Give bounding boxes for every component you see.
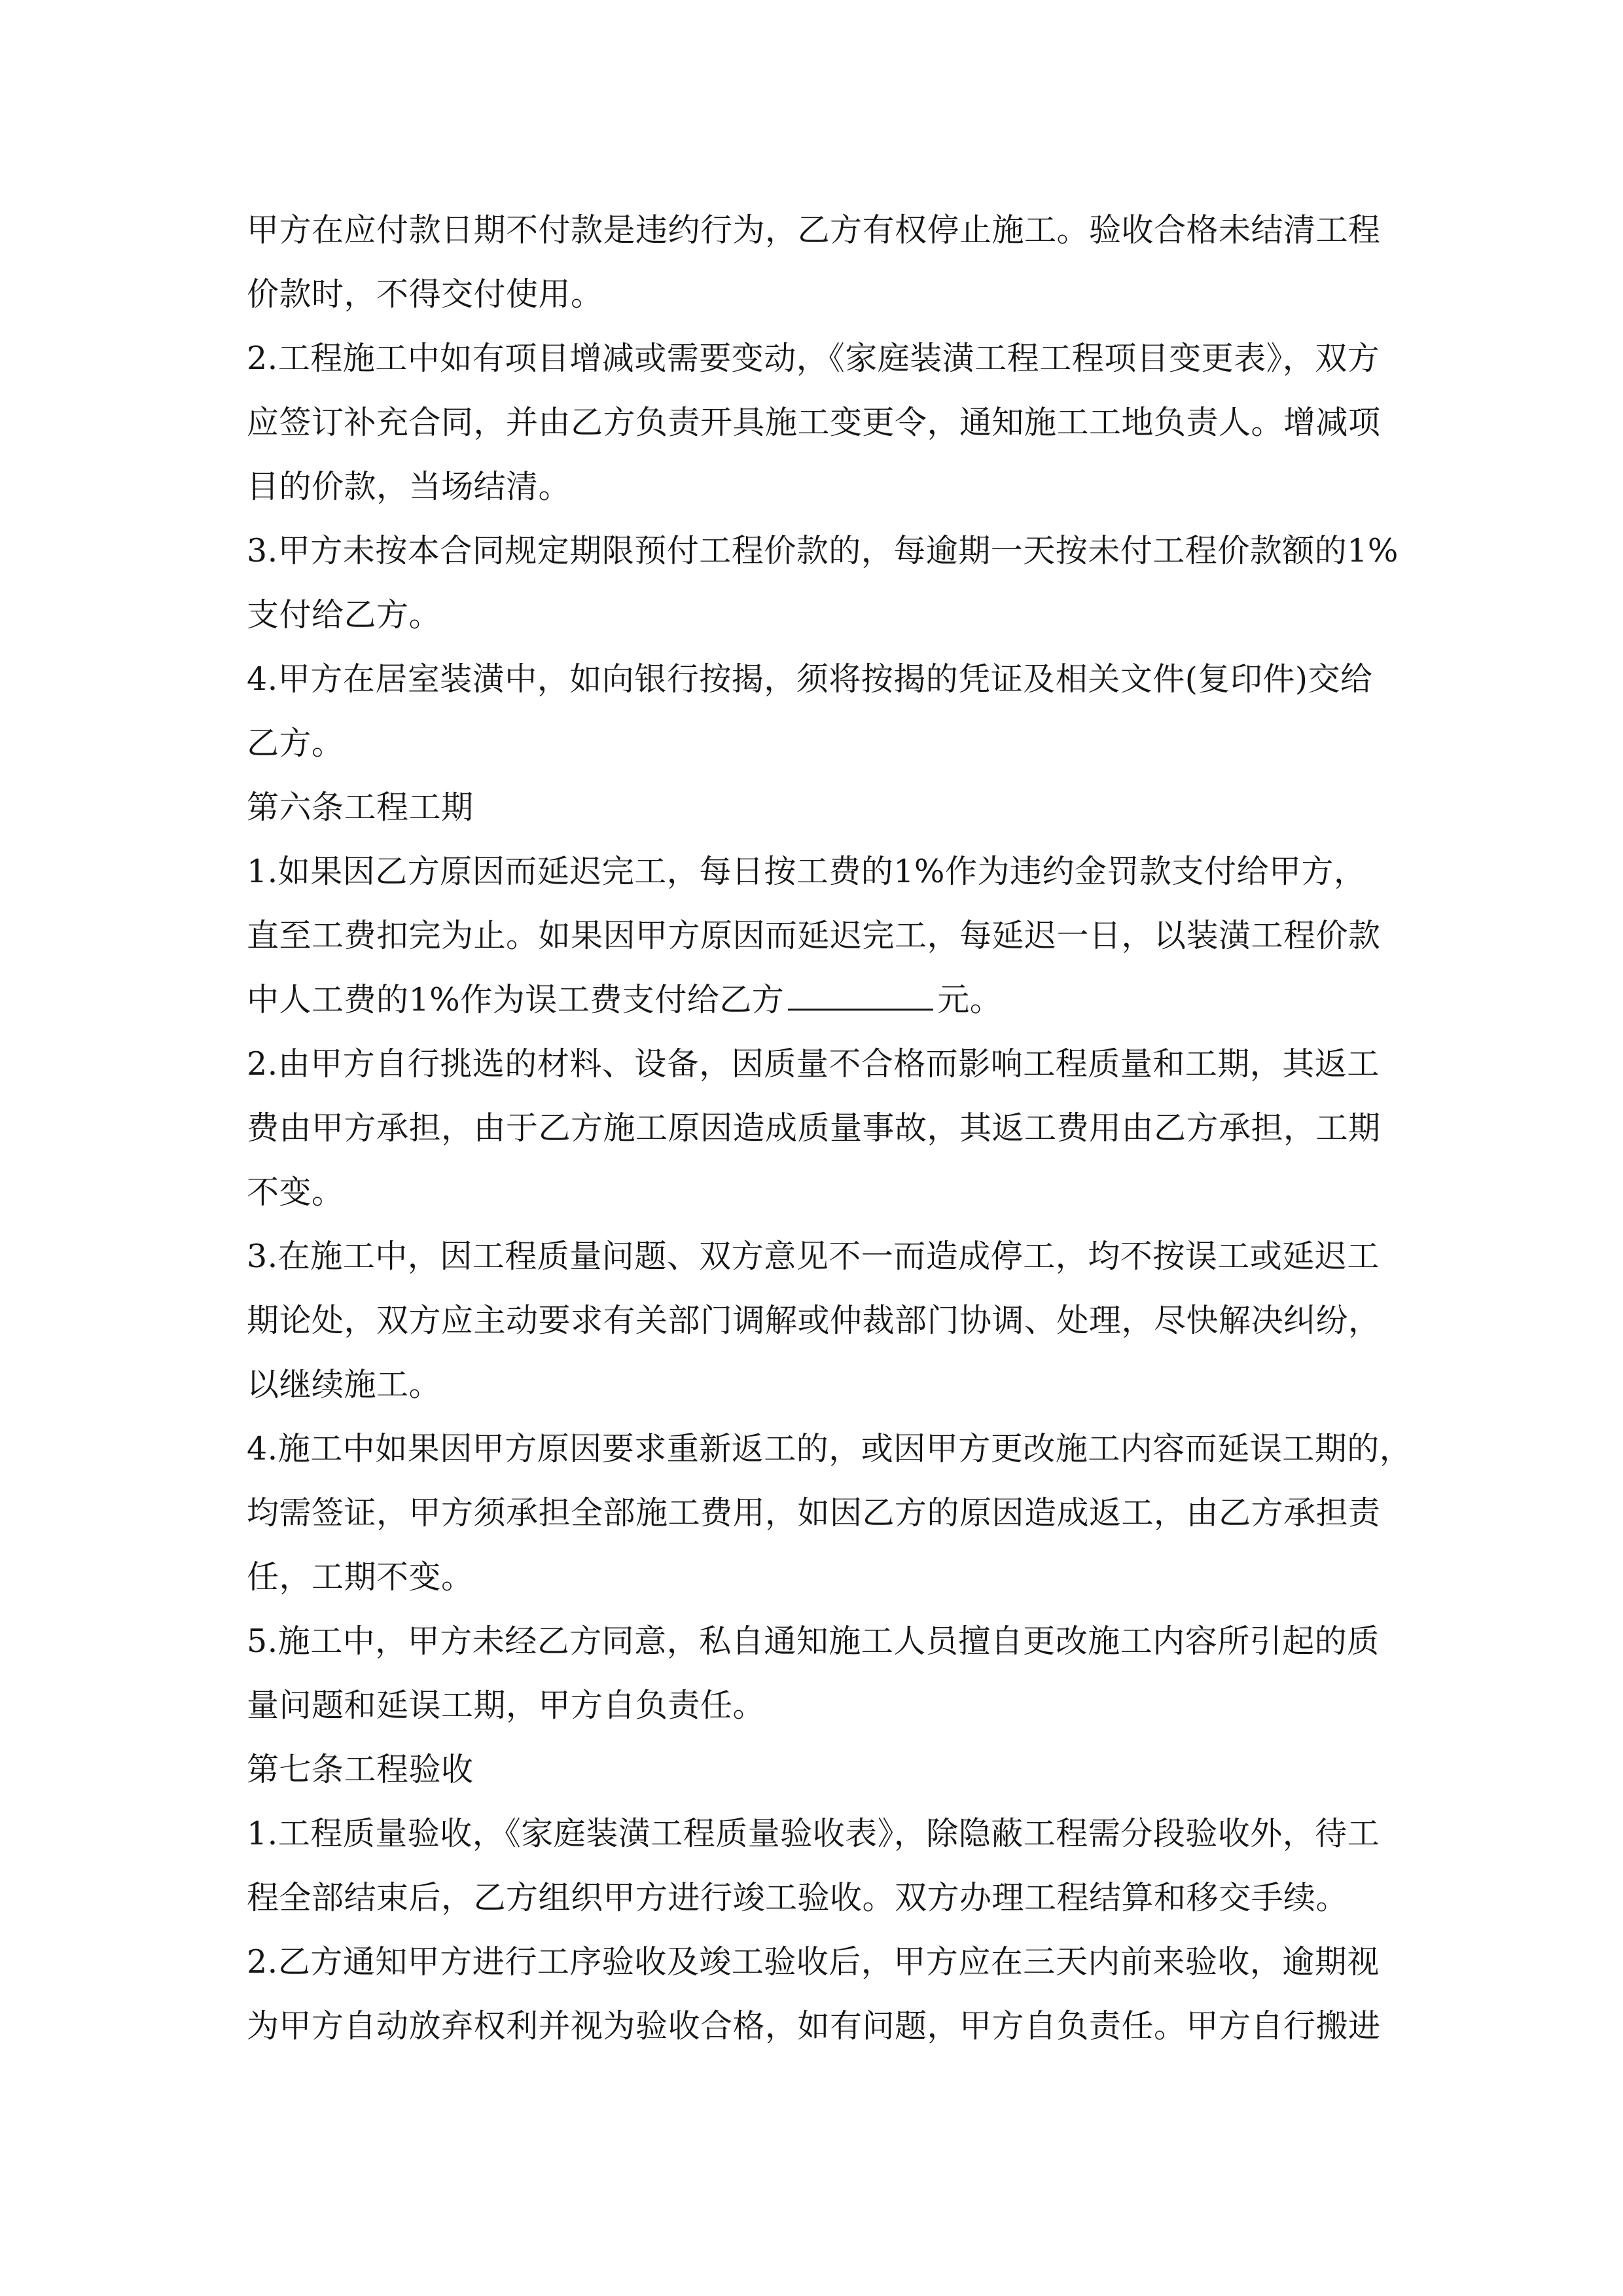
text-after-blank: 元。 (937, 981, 1003, 1018)
text-line: 目的价款，当场结清。 (247, 468, 571, 505)
clause-paragraph: 1.如果因乙方原因而延迟完工，每日按工费的1%作为违约金罚款支付给甲方， (247, 853, 1366, 890)
contract-body (247, 198, 1412, 2058)
text-line: 乙方。 (247, 725, 344, 762)
text-line: 为甲方自动放弃权利并视为验收合格，如有问题，甲方自负责任。甲方自行搬进 (247, 2007, 1381, 2045)
section-heading: 第六条工程工期 (247, 789, 474, 826)
clause-paragraph: 2.由甲方自行挑选的材料、设备，因质量不合格而影响工程质量和工期，其返工 (247, 1045, 1380, 1083)
clause-paragraph: 4.施工中如果因甲方原因要求重新返工的，或因甲方更改施工内容而延误工期的， (247, 1430, 1412, 1467)
text-line: 费由甲方承担，由于乙方施工原因造成质量事故，其返工费用由乙方承担，工期 (247, 1109, 1381, 1147)
text-line: 支付给乙方。 (247, 596, 442, 634)
clause-paragraph: 2.乙方通知甲方进行工序验收及竣工验收后，甲方应在三天内前来验收，逾期视 (247, 1943, 1380, 1981)
text-line: 程全部结束后，乙方组织甲方进行竣工验收。双方办理工程结算和移交手续。 (247, 1879, 1349, 1916)
text-line: 价款时，不得交付使用。 (247, 276, 603, 313)
clause-paragraph: 3.在施工中，因工程质量问题、双方意见不一而造成停工，均不按误工或延迟工 (247, 1238, 1380, 1275)
clause-paragraph: 1.工程质量验收，《家庭装潢工程质量验收表》，除隐蔽工程需分段验收外，待工 (247, 1815, 1380, 1852)
text-before-blank: 中人工费的1%作为误工费支付给乙方 (247, 981, 785, 1018)
fill-in-blank (788, 971, 933, 1011)
text-line: 均需签证，甲方须承担全部施工费用，如因乙方的原因造成返工，由乙方承担责 (247, 1494, 1381, 1532)
text-line: 甲方在应付款日期不付款是违约行为，乙方有权停止施工。验收合格未结清工程 (247, 211, 1381, 249)
clause-paragraph: 2.工程施工中如有项目增减或需要变动，《家庭装潢工程工程项目变更表》，双方 (247, 340, 1380, 377)
text-line-with-blank (247, 968, 1399, 1032)
text-line: 不变。 (247, 1174, 344, 1211)
clause-paragraph: 3.甲方未按本合同规定期限预付工程价款的，每逾期一天按未付工程价款额的1% (247, 532, 1399, 569)
clause-paragraph: 5.施工中，甲方未经乙方同意，私自通知施工人员擅自更改施工内容所引起的质 (247, 1623, 1380, 1660)
text-line: 任，工期不变。 (247, 1558, 474, 1596)
text-line: 量问题和延误工期，甲方自负责任。 (247, 1687, 766, 1724)
text-line: 应签订补充合同，并由乙方负责开具施工变更令，通知施工工地负责人。增减项 (247, 404, 1381, 441)
text-line: 期论处，双方应主动要求有关部门调解或仲裁部门协调、处理，尽快解决纠纷， (247, 1302, 1381, 1339)
text-line: 以继续施工。 (247, 1366, 442, 1403)
text-line: 直至工费扣完为止。如果因甲方原因而延迟完工，每延迟一日，以装潢工程价款 (247, 917, 1381, 954)
section-heading: 第七条工程验收 (247, 1751, 474, 1788)
clause-paragraph: 4.甲方在居室装潢中，如向银行按揭，须将按揭的凭证及相关文件(复印件)交给 (247, 660, 1373, 698)
